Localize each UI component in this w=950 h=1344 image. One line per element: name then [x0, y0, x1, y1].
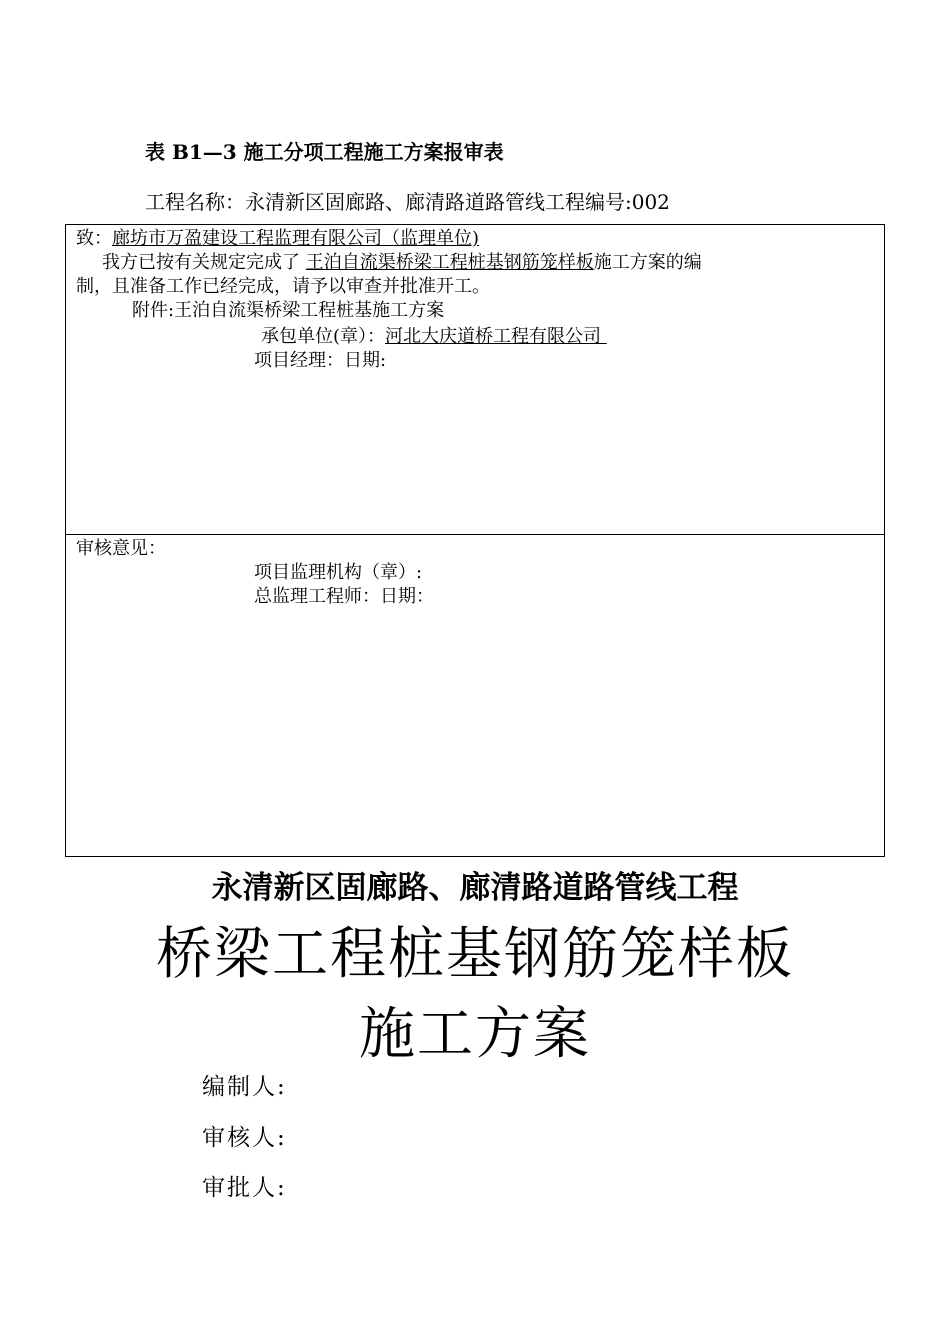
contractor-underline-pad — [601, 325, 629, 349]
project-name-line: 工程名称：永清新区固廊路、廊清路道路管线工程编号:002 — [145, 190, 670, 214]
statement-line-2: 制，且准备工作已经完成，请予以审查并批准开工。 — [76, 276, 490, 297]
reviewer-label: 审核人: — [202, 1125, 287, 1151]
cover-main-title: 桥梁工程桩基钢筋笼样板 — [156, 922, 794, 987]
form-title: 表 B1—3 施工分项工程施工方案报审表 — [145, 140, 504, 164]
attachment-line: 附件:王泊自流渠桥梁工程桩基施工方案 — [132, 300, 445, 321]
statement-prefix: 我方已按有关规定完成了 — [102, 252, 300, 273]
statement-line-1 — [102, 251, 702, 275]
cover-sub-title: 施工方案 — [359, 1002, 591, 1067]
contractor-name: 河北大庆道桥工程有限公司 — [385, 326, 602, 347]
compiler-label: 编制人: — [202, 1074, 287, 1100]
cover-project-title: 永清新区固廊路、廊清路道路管线工程 — [211, 870, 739, 906]
contractor-line — [261, 325, 629, 349]
statement-suffix: 施工方案的编 — [593, 252, 702, 273]
review-opinion-label: 审核意见： — [76, 538, 166, 559]
chief-engineer-date-line: 总监理工程师：日期： — [254, 586, 434, 607]
approver-label: 审批人: — [202, 1175, 287, 1201]
supervision-org: 廊坊市万盈建设工程监理有限公司（监理单位) — [112, 228, 480, 249]
supervision-org-seal-line: 项目监理机构（章）: — [254, 562, 423, 583]
approval-form-table — [65, 224, 885, 857]
table-divider — [66, 534, 884, 535]
addressee-label: 致： — [76, 228, 112, 249]
manager-date-line: 项目经理：日期: — [254, 350, 387, 371]
addressee-line — [76, 227, 479, 251]
contractor-label: 承包单位(章）： — [261, 326, 386, 347]
plan-name: 王泊自流渠桥梁工程桩基钢筋笼样板 — [305, 252, 594, 273]
